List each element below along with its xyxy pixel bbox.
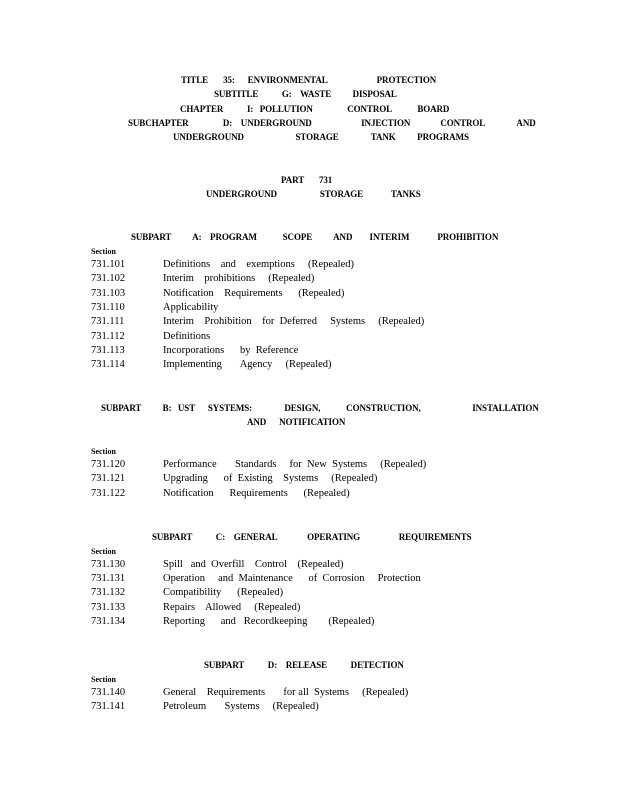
section-title: Upgrading of Existing Systems (Repealed) — [163, 473, 378, 484]
section-number: 731.121 — [91, 473, 126, 484]
section-column-label: Section — [91, 547, 116, 556]
section-number: 731.113 — [91, 345, 125, 356]
section-column-label: Section — [91, 447, 116, 456]
section-number: 731.110 — [91, 302, 125, 313]
section-title: Definitions and exemptions (Repealed) — [163, 259, 354, 270]
section-title: Notification Requirements (Repealed) — [163, 288, 345, 299]
chapter-line: CHAPTER I: POLLUTION CONTROL BOARD — [180, 104, 450, 114]
section-number: 731.112 — [91, 331, 125, 342]
section-number: 731.102 — [91, 273, 126, 284]
section-title: General Requirements for all Systems (Repealed) — [163, 687, 409, 698]
title-line: TITLE 35: ENVIRONMENTAL PROTECTION — [181, 75, 437, 85]
section-number: 731.120 — [91, 459, 126, 470]
section-title: Performance Standards for New Systems (Repealed) — [163, 459, 427, 470]
subpart-heading: SUBPART A: PROGRAM SCOPE AND INTERIM PROHIBITION — [131, 232, 499, 242]
section-title: Compatibility (Repealed) — [163, 587, 284, 598]
section-number: 731.140 — [91, 687, 126, 698]
section-title: Petroleum Systems (Repealed) — [163, 701, 319, 712]
subchapter-line-continued: UNDERGROUND STORAGE TANK PROGRAMS — [173, 132, 469, 142]
section-title: Incorporations by Reference — [163, 345, 299, 356]
section-column-label: Section — [91, 247, 116, 256]
section-title: Implementing Agency (Repealed) — [163, 359, 332, 370]
section-number: 731.130 — [91, 559, 126, 570]
section-number: 731.131 — [91, 573, 126, 584]
section-title: Interim prohibitions (Repealed) — [163, 273, 315, 284]
section-title: Spill and Overfill Control (Repealed) — [163, 559, 344, 570]
section-number: 731.132 — [91, 587, 126, 598]
section-title: Interim Prohibition for Deferred Systems (Repealed) — [163, 316, 425, 327]
subpart-heading: SUBPART C: GENERAL OPERATING REQUIREMENTS — [152, 532, 472, 542]
section-number: 731.134 — [91, 616, 126, 627]
subpart-heading: SUBPART D: RELEASE DETECTION — [204, 660, 404, 670]
section-title: Applicability — [163, 302, 219, 313]
section-title: Notification Requirements (Repealed) — [163, 488, 350, 499]
section-title: Reporting and Recordkeeping (Repealed) — [163, 616, 375, 627]
part-number: PART 731 — [281, 175, 333, 185]
section-number: 731.141 — [91, 701, 126, 712]
subtitle-line: SUBTITLE G: WASTE DISPOSAL — [214, 89, 397, 99]
section-number: 731.111 — [91, 316, 125, 327]
subpart-heading: SUBPART B: UST SYSTEMS: DESIGN, CONSTRUCTION, INSTALLATION — [101, 403, 539, 413]
section-number: 731.133 — [91, 602, 126, 613]
section-number: 731.114 — [91, 359, 125, 370]
section-title: Definitions — [163, 331, 211, 342]
section-column-label: Section — [91, 675, 116, 684]
part-title: UNDERGROUND STORAGE TANKS — [206, 189, 421, 199]
section-number: 731.101 — [91, 259, 126, 270]
subchapter-line: SUBCHAPTER D: UNDERGROUND INJECTION CONTROL AND — [128, 118, 536, 128]
section-number: 731.103 — [91, 288, 126, 299]
section-title: Repairs Allowed (Repealed) — [163, 602, 301, 613]
section-number: 731.122 — [91, 488, 126, 499]
section-title: Operation and Maintenance of Corrosion Protection — [163, 573, 421, 584]
subpart-heading-continued: AND NOTIFICATION — [247, 417, 346, 427]
